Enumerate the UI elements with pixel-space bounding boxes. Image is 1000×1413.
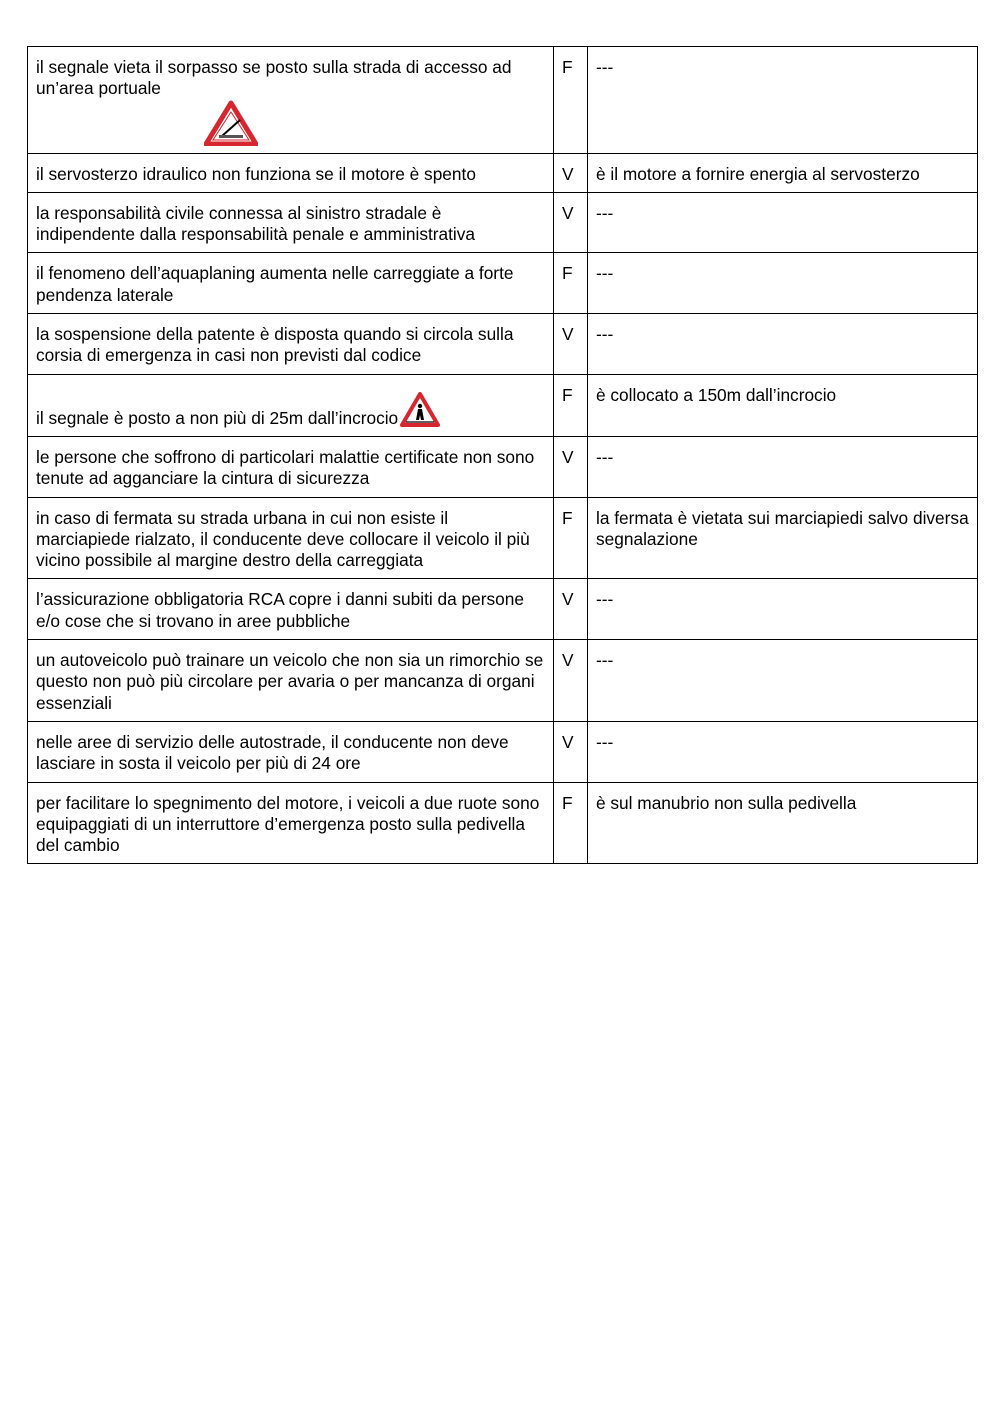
warning-sign-port-icon xyxy=(204,100,258,146)
note-cell: --- xyxy=(588,314,978,375)
table-row xyxy=(28,782,978,864)
answer-cell: V xyxy=(554,579,588,640)
question-cell: in caso di fermata su strada urbana in cui non esiste il marciapiede rialzato, il conducente deve collocare il veicolo il più vicino possibile al margine destro della carreggiata xyxy=(28,497,554,579)
answer-cell: F xyxy=(554,497,588,579)
quiz-table xyxy=(27,46,978,864)
table-row xyxy=(28,721,978,782)
answer-cell: F xyxy=(554,47,588,154)
question-cell: l’assicurazione obbligatoria RCA copre i danni subiti da persone e/o cose che si trovano in aree pubbliche xyxy=(28,579,554,640)
question-cell: nelle aree di servizio delle autostrade, il conducente non deve lasciare in sosta il veicolo per più di 24 ore xyxy=(28,721,554,782)
table-row xyxy=(28,374,978,436)
table-row xyxy=(28,436,978,497)
table-row xyxy=(28,579,978,640)
question-cell: la sospensione della patente è disposta quando si circola sulla corsia di emergenza in casi non previsti dal codice xyxy=(28,314,554,375)
question-cell: un autoveicolo può trainare un veicolo che non sia un rimorchio se questo non può più circolare per avaria o per mancanza di organi essenziali xyxy=(28,640,554,722)
question-cell: la responsabilità civile connessa al sinistro stradale è indipendente dalla responsabilità penale e amministrativa xyxy=(28,192,554,253)
quiz-page xyxy=(27,46,977,864)
table-row xyxy=(28,640,978,722)
question-cell: il servosterzo idraulico non funziona se il motore è spento xyxy=(28,153,554,192)
warning-sign-pedestrian-icon xyxy=(400,392,440,428)
question-cell: per facilitare lo spegnimento del motore, i veicoli a due ruote sono equipaggiati di un interruttore d’emergenza posto sulla pedivella del cambio xyxy=(28,782,554,864)
table-row xyxy=(28,253,978,314)
note-cell: --- xyxy=(588,579,978,640)
question-text: il segnale è posto a non più di 25m dall’incrocio xyxy=(36,407,399,428)
note-cell: --- xyxy=(588,436,978,497)
question-cell: le persone che soffrono di particolari malattie certificate non sono tenute ad agganciare la cintura di sicurezza xyxy=(28,436,554,497)
note-cell: la fermata è vietata sui marciapiedi salvo diversa segnalazione xyxy=(588,497,978,579)
answer-cell: F xyxy=(554,374,588,436)
table-row xyxy=(28,153,978,192)
note-cell: è sul manubrio non sulla pedivella xyxy=(588,782,978,864)
note-cell: --- xyxy=(588,192,978,253)
note-cell: --- xyxy=(588,640,978,722)
question-cell xyxy=(28,47,554,154)
note-cell: --- xyxy=(588,47,978,154)
table-row xyxy=(28,192,978,253)
answer-cell: V xyxy=(554,153,588,192)
answer-cell: V xyxy=(554,314,588,375)
question-text: il segnale vieta il sorpasso se posto sulla strada di accesso ad un’area portuale xyxy=(36,57,512,99)
answer-cell: V xyxy=(554,192,588,253)
answer-cell: V xyxy=(554,640,588,722)
answer-cell: F xyxy=(554,253,588,314)
note-cell: --- xyxy=(588,253,978,314)
question-cell xyxy=(28,374,554,436)
table-row xyxy=(28,314,978,375)
note-cell: è il motore a fornire energia al servosterzo xyxy=(588,153,978,192)
note-cell: è collocato a 150m dall’incrocio xyxy=(588,374,978,436)
table-row xyxy=(28,47,978,154)
answer-cell: V xyxy=(554,721,588,782)
answer-cell: F xyxy=(554,782,588,864)
table-row xyxy=(28,497,978,579)
answer-cell: V xyxy=(554,436,588,497)
question-cell: il fenomeno dell’aquaplaning aumenta nelle carreggiate a forte pendenza laterale xyxy=(28,253,554,314)
note-cell: --- xyxy=(588,721,978,782)
